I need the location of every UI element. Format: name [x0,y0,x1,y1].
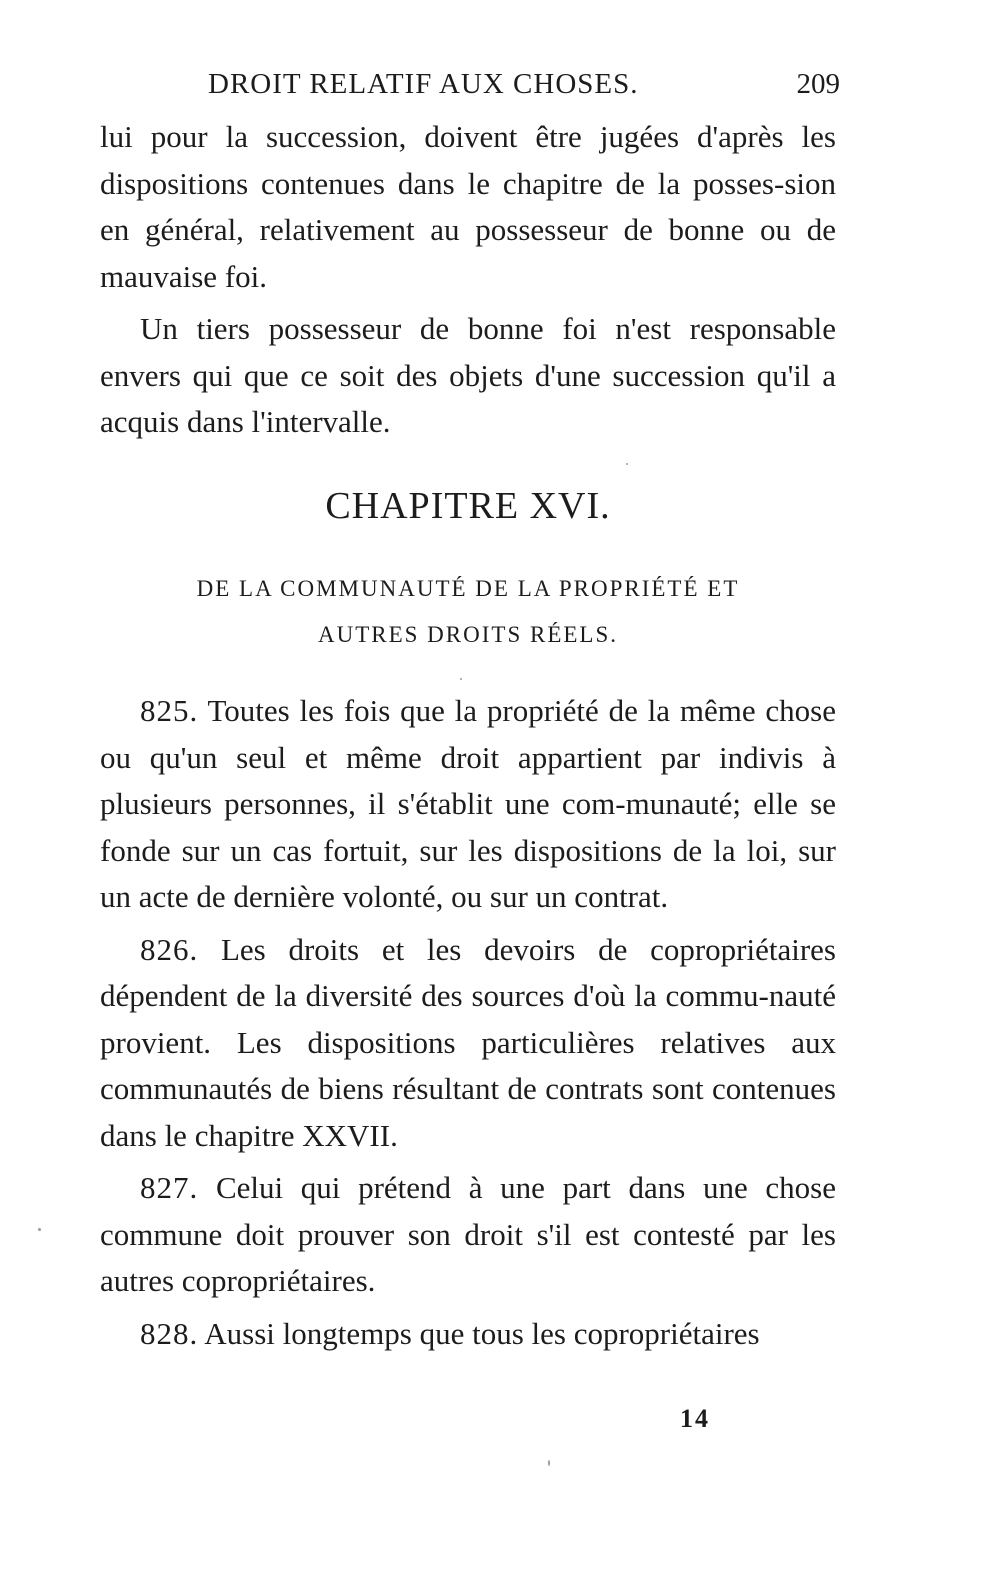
paragraph-tiers-possesseur: Un tiers possesseur de bonne foi n'est responsable envers qui que ce soit des objets d'une succession qu'il a acquis dans l'intervalle. [100,311,836,439]
article-text: Aussi longtemps que tous les copropriétaires [204,1315,760,1351]
article-text: Les droits et les devoirs de copropriétaires dépendent de la diversité des sources d'où la commu-nauté provient. Les dispositions particulières relatives aux communautés de biens résultant de contrats sont contenues dans le chapitre XXVII. [100,931,836,1153]
chapter-subtitle [120,566,816,658]
article-825 [100,688,836,921]
article-text: Celui qui prétend à une part dans une chose commune doit prouver son droit s'il est contesté par les autres copropriétaires. [100,1170,837,1298]
chapter-title: CHAPITRE XVI. [325,485,611,527]
chapter-subtitle-line-2: AUTRES DROITS RÉELS. [317,622,619,647]
articles-block [100,688,836,1363]
article-827 [100,1165,836,1305]
article-826 [100,927,836,1160]
paper-speck [548,1460,550,1466]
article-number: 827. [140,1170,199,1205]
page-number: 209 [796,68,840,100]
paper-speck [460,678,462,680]
continued-text-block [100,114,836,452]
continued-paragraph: lui pour la succession, doivent être jugées d'après les dispositions contenues dans le chapitre de la posses-sion en général, relativement au possesseur de bonne ou de mauvaise foi. [100,119,836,294]
article-number: 825. [140,693,199,728]
article-828 [100,1311,836,1358]
running-title: DROIT RELATIF AUX CHOSES. [208,68,639,100]
article-text: Toutes les fois que la propriété de la même chose ou qu'un seul et même droit appartient par indivis à plusieurs personnes, il s'établit une com-munauté; elle se fonde sur un cas fortuit, sur les dispositions de la loi, sur un acte de dernière volonté, ou sur un contrat. [100,693,836,914]
chapter-subtitle-line-1: DE LA COMMUNAUTÉ DE LA PROPRIÉTÉ ET [196,576,740,601]
paper-speck [38,1228,41,1231]
article-number: 826. [140,931,199,967]
signature-mark: 14 [680,1404,710,1433]
running-head [100,68,840,108]
article-number: 828. [140,1315,199,1351]
paper-speck [626,463,628,465]
